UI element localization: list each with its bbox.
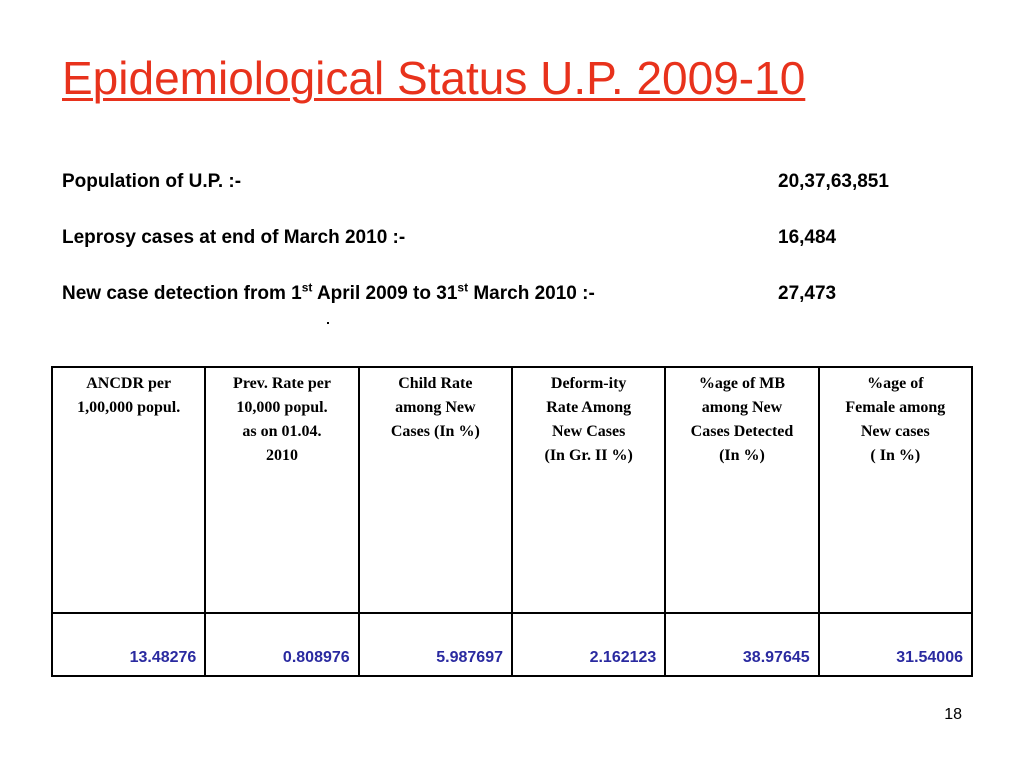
header-ancdr xyxy=(52,367,205,613)
header-line: among New xyxy=(701,399,783,416)
value-mb-percent: 38.97645 xyxy=(665,613,818,676)
table-header-row xyxy=(52,367,972,613)
stray-dot xyxy=(327,322,329,324)
header-line: ( In %) xyxy=(870,447,921,464)
population-label: Population of U.P. :- xyxy=(62,171,242,192)
value-prev-rate: 0.808976 xyxy=(205,613,358,676)
header-line: as on 01.04. xyxy=(242,423,322,440)
leprosy-value: 16,484 xyxy=(778,227,837,248)
header-line: Prev. Rate per xyxy=(233,375,331,392)
slide-title: Epidemiological Status U.P. 2009-10 xyxy=(62,52,806,104)
header-line: Deform-ity xyxy=(550,375,627,392)
header-line: Female among xyxy=(845,399,946,416)
header-prev-rate xyxy=(205,367,358,613)
page-number: 18 xyxy=(944,706,962,723)
detection-label-part-a: New case detection from 1 xyxy=(62,283,302,304)
detection-label xyxy=(62,280,595,308)
stat-row-leprosy xyxy=(62,224,962,280)
value-child-rate: 5.987697 xyxy=(359,613,512,676)
header-line: 10,000 popul. xyxy=(236,399,328,416)
header-line: New cases xyxy=(860,423,930,440)
header-line: (In Gr. II %) xyxy=(544,447,633,464)
value-female-percent: 31.54006 xyxy=(819,613,972,676)
header-line: Child Rate xyxy=(398,375,473,392)
header-line: ANCDR per xyxy=(86,375,172,392)
value-ancdr: 13.48276 xyxy=(52,613,205,676)
stat-row-detection xyxy=(62,280,962,336)
leprosy-label: Leprosy cases at end of March 2010 :- xyxy=(62,227,406,248)
header-line: Cases (In %) xyxy=(390,423,480,440)
header-line: among New xyxy=(395,399,476,416)
detection-label-part-b: April 2009 to 31 xyxy=(312,283,458,304)
header-line: %age of MB xyxy=(698,375,786,392)
detection-value: 27,473 xyxy=(778,283,837,304)
header-line: 2010 xyxy=(265,447,298,464)
table-row xyxy=(52,613,972,676)
stats-block xyxy=(62,168,962,336)
header-line: New Cases xyxy=(551,423,626,440)
header-line: 1,00,000 popul. xyxy=(77,399,181,416)
stat-row-population xyxy=(62,168,962,224)
header-line: %age of xyxy=(867,375,924,392)
population-value: 20,37,63,851 xyxy=(778,171,889,192)
epidemiology-table xyxy=(51,366,973,677)
header-line: Rate Among xyxy=(546,399,632,416)
header-line: (In %) xyxy=(719,447,765,464)
value-deformity-rate: 2.162123 xyxy=(512,613,665,676)
detection-sup-2: st xyxy=(457,280,469,295)
header-deformity-rate xyxy=(512,367,665,613)
header-child-rate xyxy=(359,367,512,613)
header-mb-percent xyxy=(665,367,818,613)
detection-sup-1: st xyxy=(301,280,313,295)
header-line: Cases Detected xyxy=(690,423,794,440)
detection-label-part-c: March 2010 :- xyxy=(468,283,595,304)
header-female-percent xyxy=(819,367,972,613)
